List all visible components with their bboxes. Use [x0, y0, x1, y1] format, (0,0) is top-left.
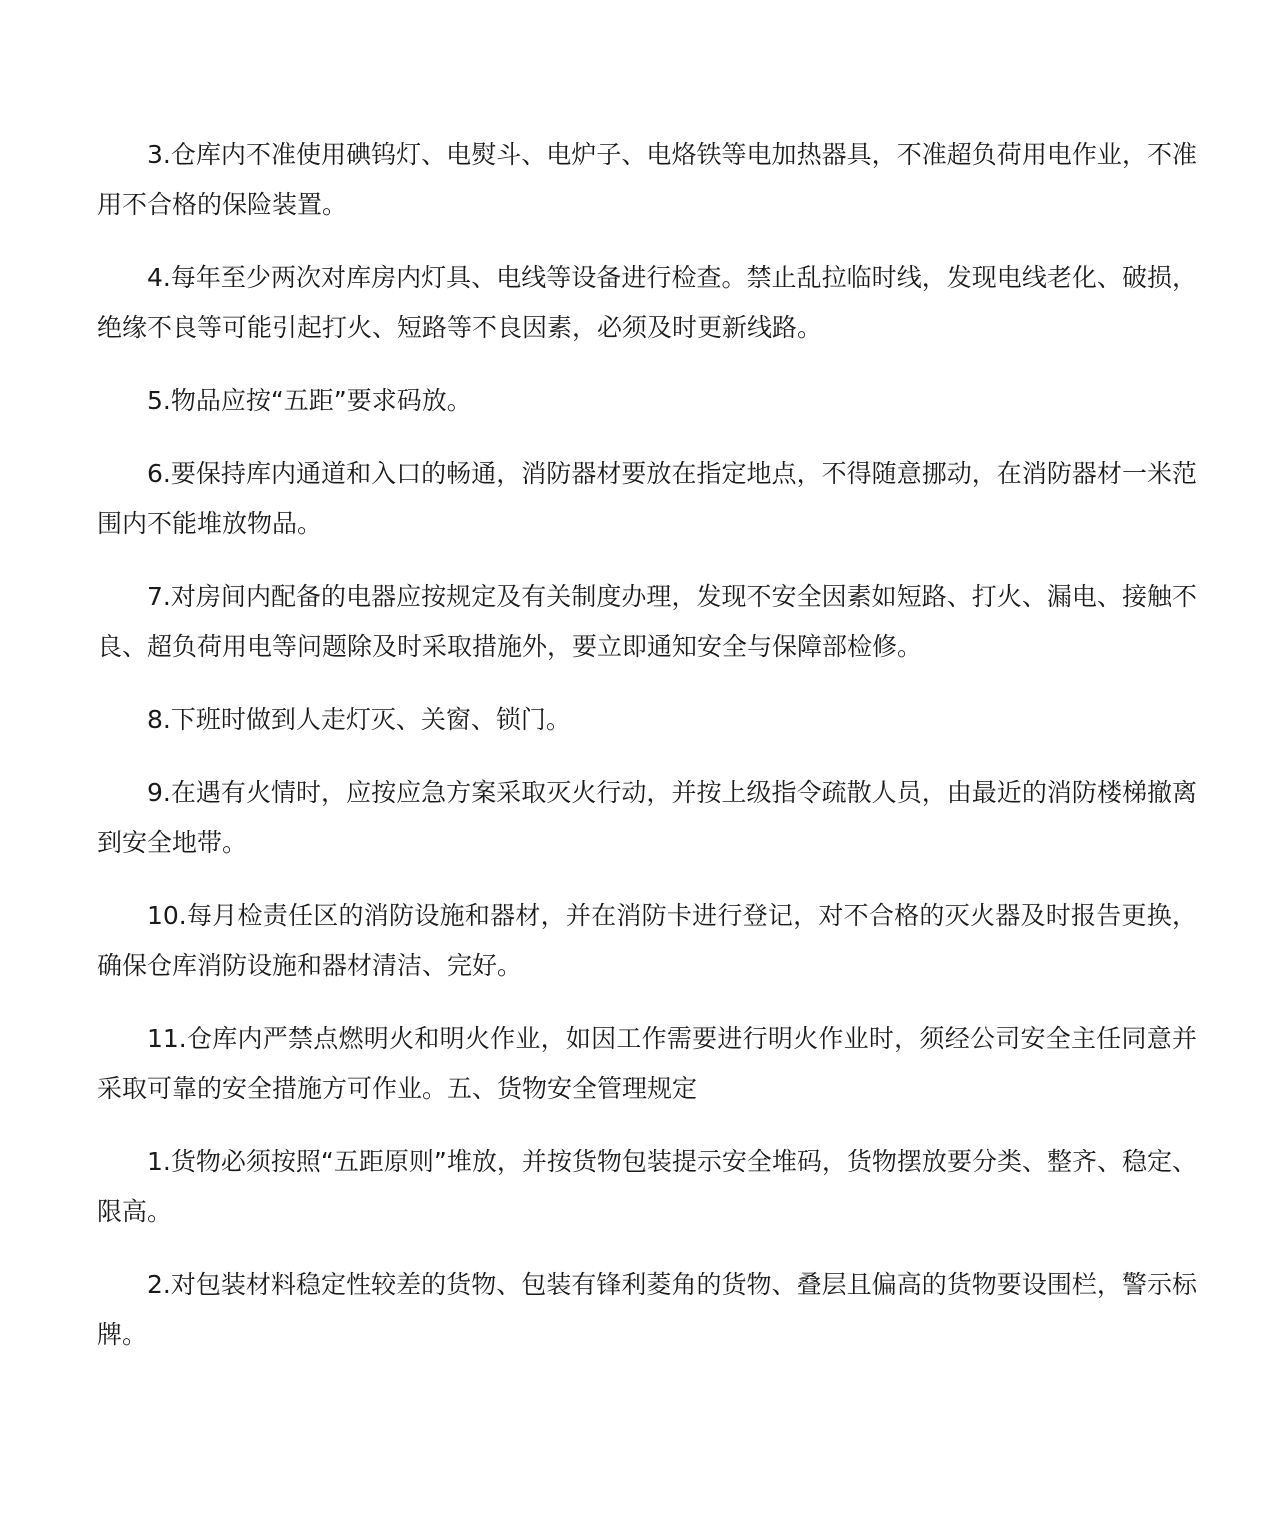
paragraph-rule-11: 11.仓库内严禁点燃明火和明火作业，如因工作需要进行明火作业时，须经公司安全主任同意并采取可靠的安全措施方可作业。五、货物安全管理规定 [97, 1024, 1197, 1103]
paragraph-cargo-rule-1: 1.货物必须按照“五距原则”堆放，并按货物包装提示安全堆码，货物摆放要分类、整齐、稳定、限高。 [97, 1147, 1197, 1226]
paragraph-cargo-rule-2: 2.对包装材料稳定性较差的货物、包装有锋利菱角的货物、叠层且偏高的货物要设围栏，警示标牌。 [97, 1270, 1197, 1349]
paragraph-rule-6: 6.要保持库内通道和入口的畅通，消防器材要放在指定地点，不得随意挪动，在消防器材一米范围内不能堆放物品。 [97, 459, 1197, 538]
paragraph-rule-4: 4.每年至少两次对库房内灯具、电线等设备进行检查。禁止乱拉临时线，发现电线老化、破损，绝缘不良等可能引起打火、短路等不良因素，必须及时更新线路。 [97, 263, 1197, 342]
paragraph-rule-8: 8.下班时做到人走灯灭、关窗、锁门。 [147, 705, 571, 734]
paragraph-rule-7: 7.对房间内配备的电器应按规定及有关制度办理，发现不安全因素如短路、打火、漏电、接触不良、超负荷用电等问题除及时采取措施外，要立即通知安全与保障部检修。 [97, 582, 1197, 661]
paragraph-rule-9: 9.在遇有火情时，应按应急方案采取灭火行动，并按上级指令疏散人员，由最近的消防楼梯撤离到安全地带。 [97, 778, 1197, 857]
document-body [97, 130, 1197, 1383]
paragraph-rule-5: 5.物品应按“五距”要求码放。 [147, 386, 472, 415]
paragraph-rule-10: 10.每月检责任区的消防设施和器材，并在消防卡进行登记，对不合格的灭火器及时报告更换，确保仓库消防设施和器材清洁、完好。 [97, 901, 1197, 980]
paragraph-rule-3: 3.仓库内不准使用碘钨灯、电熨斗、电炉子、电烙铁等电加热器具，不准超负荷用电作业，不准用不合格的保险装置。 [97, 140, 1197, 219]
